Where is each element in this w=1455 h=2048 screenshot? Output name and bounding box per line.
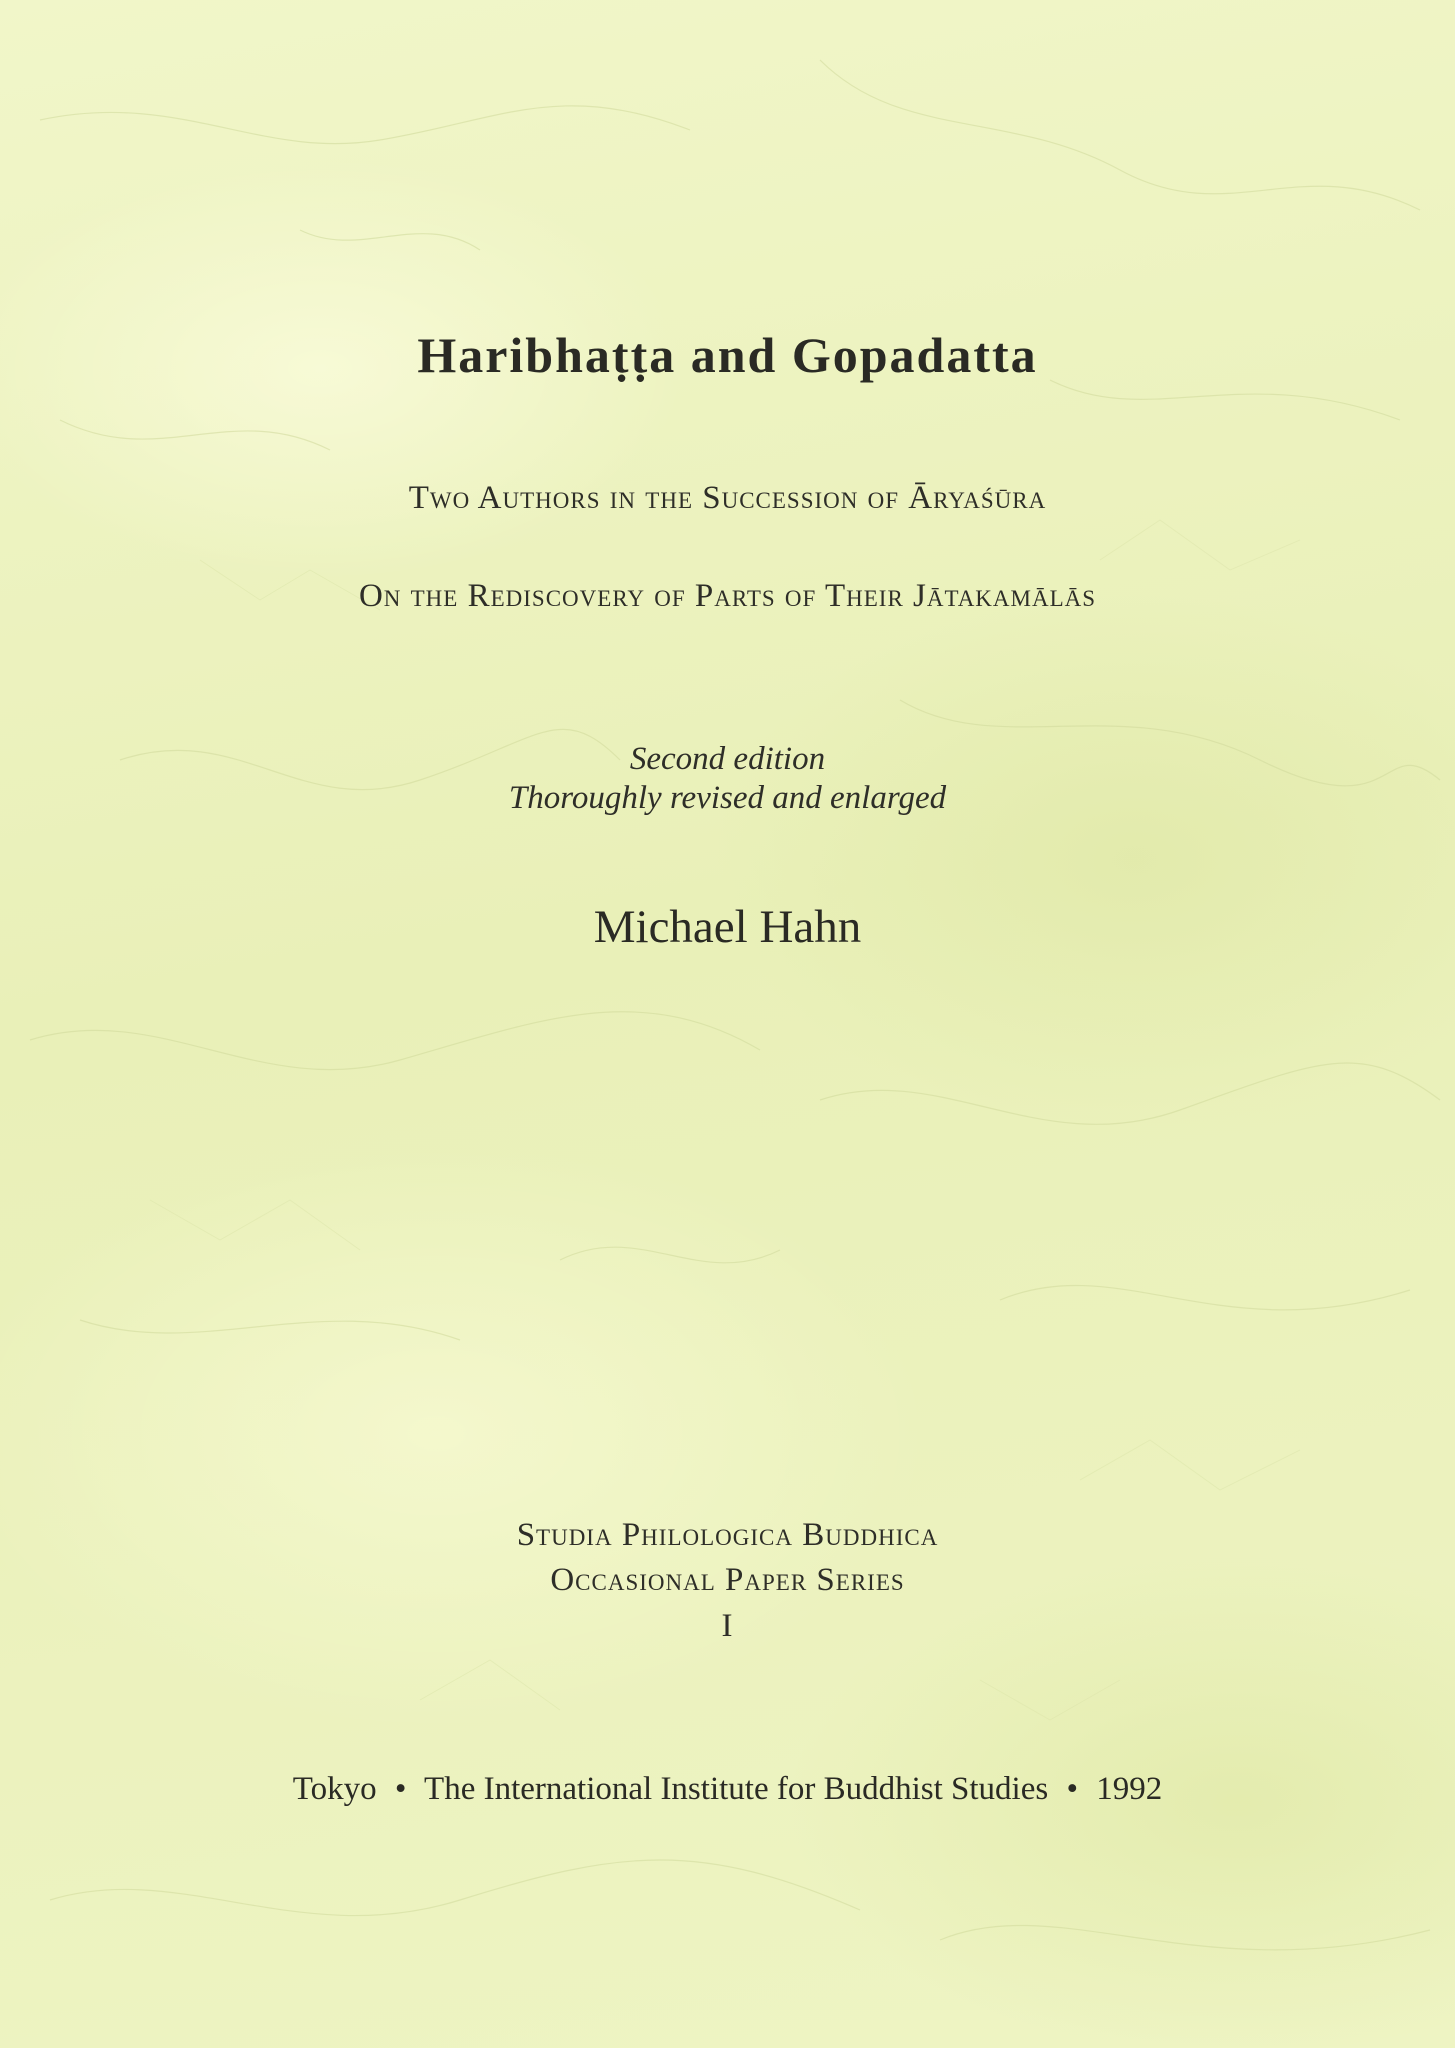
- edition-line-1: Second edition: [629, 741, 826, 777]
- series-volume: I: [721, 1608, 734, 1644]
- edition-line-2: Thoroughly revised and enlarged: [508, 780, 947, 816]
- bullet-separator: •: [394, 1771, 407, 1807]
- bullet-separator: •: [1066, 1771, 1079, 1807]
- series-subtitle: Occasional Paper Series: [550, 1562, 905, 1598]
- series-title: Studia Philologica Buddhica: [516, 1517, 939, 1553]
- subtitle-line-2: On the Rediscovery of Parts of Their Jātakamālās: [358, 578, 1097, 614]
- subtitle-line-1: Two Authors in the Succession of Āryaśūra: [408, 480, 1047, 516]
- publisher-imprint: [0, 1771, 1455, 1808]
- book-title: Haribhaṭṭa and Gopadatta: [417, 327, 1038, 383]
- author-name: Michael Hahn: [593, 901, 862, 953]
- imprint-place: Tokyo: [292, 1771, 377, 1807]
- imprint-publisher: The International Institute for Buddhist Studies: [424, 1771, 1049, 1807]
- imprint-year: 1992: [1096, 1771, 1163, 1807]
